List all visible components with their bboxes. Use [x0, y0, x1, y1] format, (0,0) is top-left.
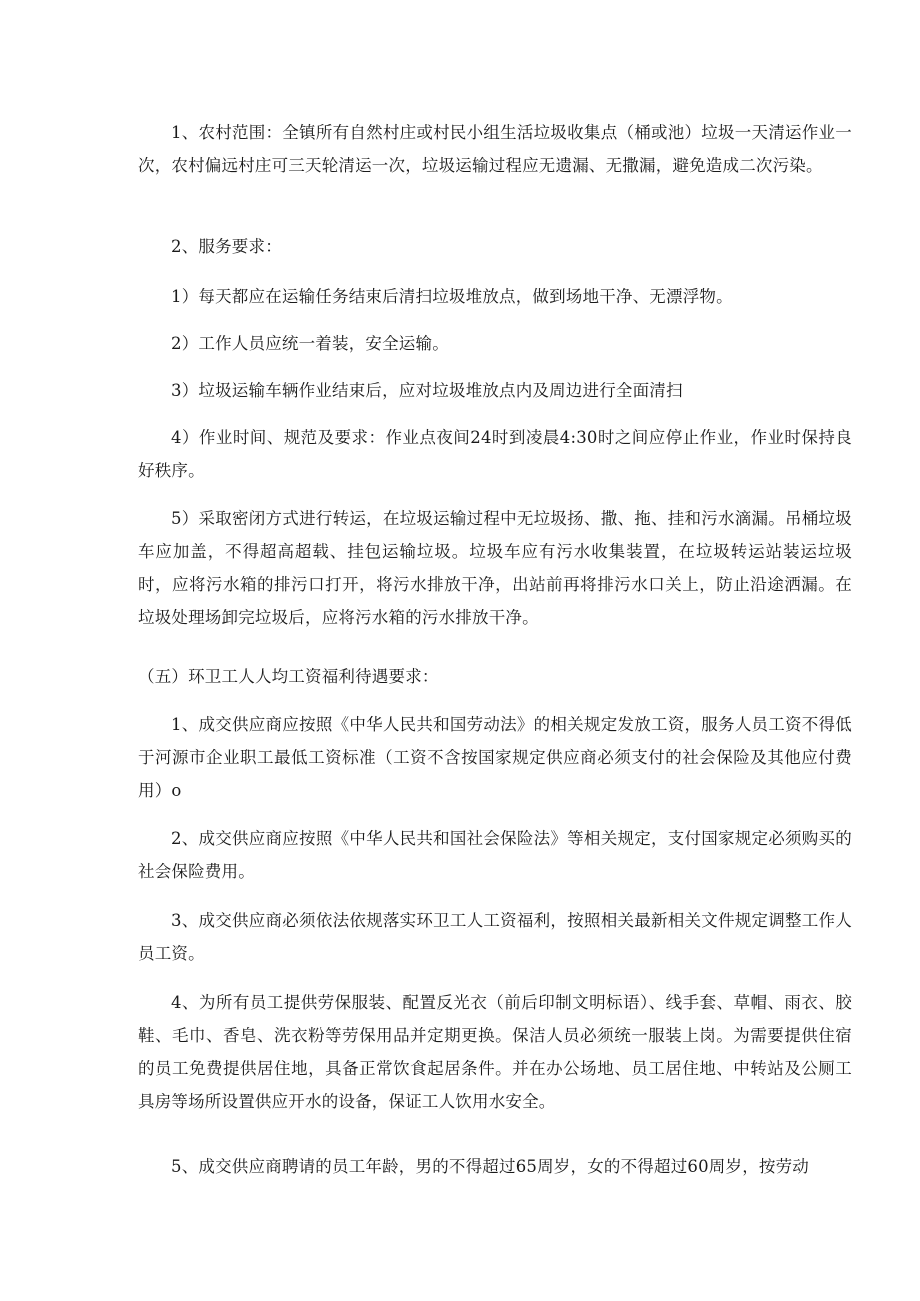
paragraph-item-3: 3）垃圾运输车辆作业结束后，应对垃圾堆放点内及周边进行全面清扫: [171, 381, 683, 400]
paragraph-wage-3: 3、成交供应商必须依法依规落实环卫工人工资福利，按照相关最新相关文件规定调整工作人员工资。: [138, 911, 852, 963]
paragraph-item-5: 5）采取密闭方式进行转运，在垃圾运输过程中无垃圾扬、撒、拖、挂和污水滴漏。吊桶垃圾车应加盖，不得超高超载、挂包运输垃圾。垃圾车应有污水收集装置，在垃圾转运站装运垃圾时，应将污水箱的排污口打开，将污水排放干净，出站前再将排污水口关上，防止沿途洒漏。在垃圾处理场卸完垃圾后，应将污水箱的污水排放干净。: [138, 509, 852, 627]
paragraph-item-1: 1）每天都应在运输任务结束后清扫垃圾堆放点，做到场地干净、无漂浮物。: [171, 287, 733, 306]
paragraph-wage-1: 1、成交供应商应按照《中华人民共和国劳动法》的相关规定发放工资，服务人员工资不得低于河源市企业职工最低工资标准（工资不含按国家规定供应商必须支付的社会保险及其他应付费用）o: [138, 715, 852, 800]
paragraph-wage-5: 5、成交供应商聘请的员工年龄，男的不得超过65周岁，女的不得超过60周岁，按劳动: [171, 1157, 809, 1176]
paragraph-service-requirements: 2、服务要求：: [171, 237, 282, 256]
paragraph-item-4: 4）作业时间、规范及要求：作业点夜间24时到凌晨4:30时之间应停止作业，作业时保持良好秩序。: [138, 428, 852, 480]
paragraph-rural-scope: 1、农村范围：全镇所有自然村庄或村民小组生活垃圾收集点（桶或池）垃圾一天清运作业一次，农村偏远村庄可三天轮清运一次，垃圾运输过程应无遗漏、无撒漏，避免造成二次污染。: [138, 123, 852, 175]
section-heading-wages: （五）环卫工人人均工资福利待遇要求：: [138, 667, 439, 686]
paragraph-wage-2: 2、成交供应商应按照《中华人民共和国社会保险法》等相关规定，支付国家规定必须购买的社会保险费用。: [138, 829, 852, 881]
paragraph-item-2: 2）工作人员应统一着装，安全运输。: [171, 334, 449, 353]
paragraph-wage-4: 4、为所有员工提供劳保服装、配置反光衣（前后印制文明标语）、线手套、草帽、雨衣、胶鞋、毛巾、香皂、洗衣粉等劳保用品并定期更换。保洁人员必须统一服装上岗。为需要提供住宿的员工免费提供居住地，具备正常饮食起居条件。并在办公场地、员工居住地、中转站及公厕工具房等场所设置供应开水的设备，保证工人饮用水安全。: [138, 993, 852, 1111]
